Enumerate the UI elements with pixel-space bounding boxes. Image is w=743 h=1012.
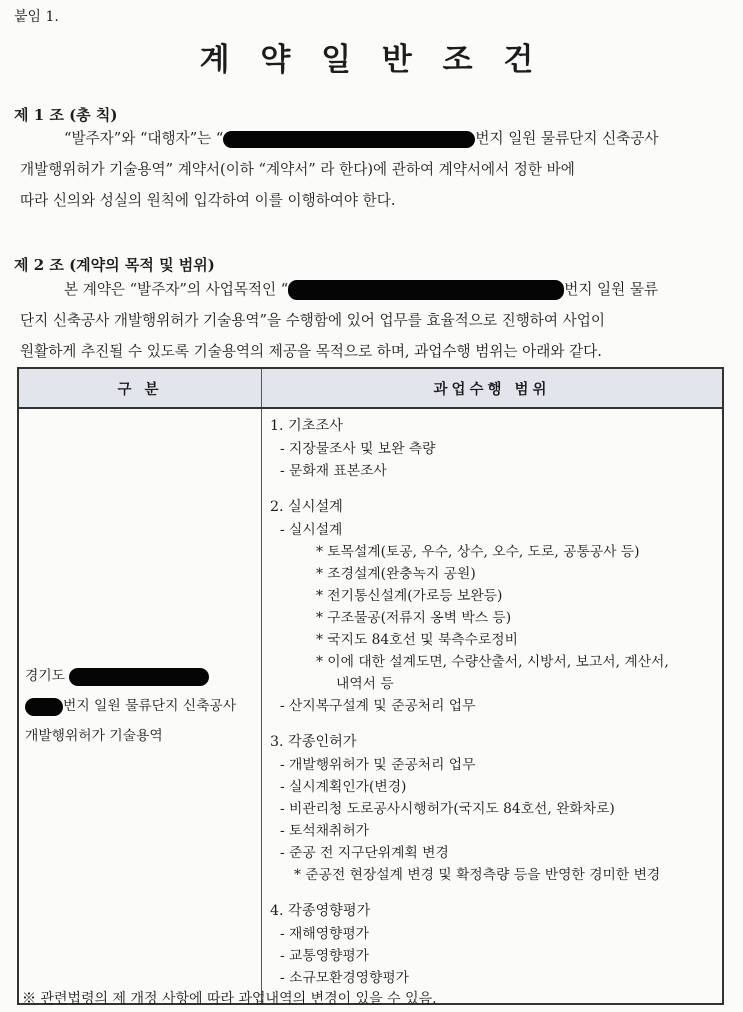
project-line-3: 개발행위허가 기술용역 xyxy=(25,728,163,744)
scope-group-title: 4. 각종영향평가 xyxy=(270,903,371,919)
project-line-2: 번지 일원 물류단지 신축공사 xyxy=(63,698,237,714)
scope-item: - 실시계획인가(변경) xyxy=(280,779,407,795)
article-1-line-2: 개발행위허가 기술용역” 계약서(이하 “계약서” 라 한다)에 관하여 계약서에서 정한 바에 xyxy=(20,161,575,178)
article-2-line-3: 원활하게 추진될 수 있도록 기술용역의 제공을 목적으로 하며, 과업수행 범위는 아래와 같다. xyxy=(20,343,602,360)
article-1-line-1: “발주자”와 “대행자”는 “ 번지 일원 물류단지 신축공사 xyxy=(64,130,659,147)
column-header-scope: 과업수행 범위 xyxy=(262,368,724,408)
scope-item: * 조경설계(완충녹지 공원) xyxy=(316,566,476,582)
scope-item: * 전기통신설계(가로등 보완등) xyxy=(316,588,503,604)
scope-item: - 소규모환경영향평가 xyxy=(280,970,409,986)
scope-table xyxy=(17,367,724,1005)
scope-item: - 지장물조사 및 보완 측량 xyxy=(280,441,436,457)
redaction-mark xyxy=(25,698,63,716)
scope-item: - 문화재 표본조사 xyxy=(280,463,387,479)
scope-cell xyxy=(262,408,724,1004)
table-header-row xyxy=(18,368,723,408)
scope-group xyxy=(270,496,722,717)
scope-group-title: 1. 기초조사 xyxy=(270,418,343,434)
scope-item: - 실시설계 xyxy=(280,522,343,538)
redaction-mark xyxy=(288,280,564,300)
article-1-body xyxy=(20,123,725,216)
scope-item: * 토목설계(토공, 우수, 상수, 오수, 도로, 공통공사 등) xyxy=(316,544,640,560)
scope-item: * 준공전 현장설계 변경 및 확정측량 등을 반영한 경미한 변경 xyxy=(294,867,661,883)
scope-group xyxy=(270,415,722,482)
article-1-line-3: 따라 신의와 성실의 원칙에 입각하여 이를 이행하여야 한다. xyxy=(20,192,396,209)
redaction-mark xyxy=(69,668,209,686)
scope-item: 내역서 등 xyxy=(336,676,394,692)
scope-item: - 토석채취허가 xyxy=(280,823,370,839)
scope-groups xyxy=(270,415,722,989)
scope-group-title: 2. 실시설계 xyxy=(270,499,343,515)
table-row xyxy=(18,408,723,1004)
project-line-1: 경기도 xyxy=(25,668,65,684)
redaction-mark xyxy=(223,131,475,148)
scope-item: - 개발행위허가 및 준공처리 업무 xyxy=(280,757,476,773)
article-2-heading: 제 2 조 (계약의 목적 및 범위) xyxy=(14,256,215,274)
scope-item: - 교통영향평가 xyxy=(280,948,370,964)
scope-item: * 구조물공(저류지 옹벽 박스 등) xyxy=(316,610,512,626)
scope-item: - 비관리청 도로공사시행허가(국지도 84호선, 완화차로) xyxy=(280,801,615,817)
attachment-label: 붙임 1. xyxy=(14,9,59,25)
scope-group-title: 3. 각종인허가 xyxy=(270,734,357,750)
column-header-category: 구 분 xyxy=(18,368,262,408)
project-name-cell xyxy=(18,408,262,1004)
document-title: 계 약 일 반 조 건 xyxy=(199,42,544,78)
scope-item: - 산지복구설계 및 준공처리 업무 xyxy=(280,698,476,714)
article-1-heading: 제 1 조 (총 칙) xyxy=(14,106,118,124)
article-2-line-1: 본 계약은 “발주자”의 사업목적인 “ 번지 일원 물류 xyxy=(64,281,659,298)
article-2-body xyxy=(20,274,725,367)
article-2-line-2: 단지 신축공사 개발행위허가 기술용역”을 수행함에 있어 업무를 효율적으로 진행하여 사업이 xyxy=(20,312,605,329)
footnote: ※ 관련법령의 제 개정 사항에 따라 과업내역의 변경이 있을 수 있음. xyxy=(22,991,437,1007)
scope-group xyxy=(270,731,722,886)
scope-item: - 재해영향평가 xyxy=(280,926,370,942)
scope-item: * 이에 대한 설계도면, 수량산출서, 시방서, 보고서, 계산서, xyxy=(316,654,669,670)
scope-item: - 준공 전 지구단위계획 변경 xyxy=(280,845,449,861)
scope-group xyxy=(270,900,722,989)
scope-item: * 국지도 84호선 및 북측수로정비 xyxy=(316,632,518,648)
